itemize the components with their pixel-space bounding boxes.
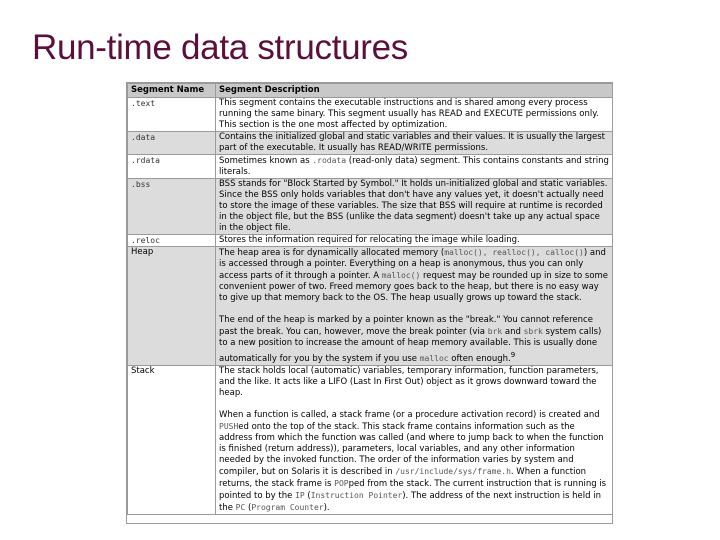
segment-desc-reloc: Stores the information required for relocating the image while loading. [216,235,613,247]
heap-footnote-marker: 9 [510,350,516,359]
stack-code-instruction-pointer: Instruction Pointer [310,490,403,500]
heap-code-brk: brk [487,327,503,336]
stack-text-3: ed onto the top of the stack. This stack frame contains information such as the address from which the function was called (and where to jump back to when the function is finished (return address)), parameters, local variables, and any other information needed by the invoked function. The order of the information varies by system and compiler, but on Solaris it is described in [219,421,604,477]
rdata-desc-part-1: Sometimes known as [219,156,313,166]
stack-code-ip: IP [295,490,305,500]
stack-text-8: ( [245,502,252,513]
segment-desc-heap [216,247,613,366]
stack-code-pop: POP [334,478,349,488]
rdata-code-rodata: .rodata [312,156,347,165]
stack-text-4: . When a function returns, the stack frame is [219,466,587,489]
heap-text-1: The heap area is for dynamically allocated memory ( [219,248,445,258]
segment-name-reloc: .reloc [128,235,216,247]
table-row-text [128,98,613,132]
table-header-row [128,84,613,98]
rdata-desc-part-2: (read-only data) segment. This contains constants and string literals. [219,156,609,177]
heap-text-3: request may be rounded up in size to some convenient power of two. Freed memory goes back to the heap, but there is no easy way to give up that memory back to the OS. The heap usually grows up toward the stack. [219,271,609,303]
stack-text-5: ped from the stack. The current instruction that is running is pointed to by the [219,478,607,501]
heap-text-6: system calls) to a new position to increase the amount of heap memory available. This is usually done automatically for you by the system if you use [219,327,602,364]
heap-text-5: and [502,327,524,337]
segment-desc-bss: BSS stands for "Block Started by Symbol." It holds un-initialized global and static variables. Since the BSS only holds variables that don't have any values yet, it doesn't actually need to store the image of these variables. The size that BSS will require at runtime is recorded in the object file, but the BSS (unlike the data segment) doesn't take up any actual space in the object file. [216,179,613,235]
stack-code-push: PUSH [219,421,239,431]
segment-name-stack: Stack [128,365,216,514]
stack-text-9: ). [323,502,330,513]
table-row-rdata [128,155,613,179]
stack-text-7: ). The address of the next instruction is held in the [219,490,601,513]
heap-code-sbrk: sbrk [523,327,543,336]
heap-code-malloc-2: malloc [419,353,449,363]
segment-desc-text: This segment contains the executable instructions and is shared among every process running the same binary. This segment usually has READ and EXECUTE permissions only. This section is the one most affected by optimization. [216,98,613,132]
segment-name-bss: .bss [128,179,216,235]
table-row-heap [128,247,613,366]
table-row-data [128,132,613,155]
table-row-reloc [128,235,613,247]
table-row-bss [128,179,613,235]
stack-code-program-counter: Program Counter [251,502,324,512]
heap-text-4: The end of the heap is marked by a pointer known as the "break." You cannot reference past the break. You can, however, move the break pointer (via [219,315,593,337]
heap-paragraph-1 [219,247,609,304]
segment-name-data: .data [128,132,216,155]
stack-paragraph-1: The stack holds local (automatic) variables, temporary information, function parameters, and the like. It acts like a LIFO (Last In First Out) object as it grows downward toward the heap. [219,365,599,398]
heap-code-malloc: malloc() [381,271,421,280]
header-segment-description: Segment Description [216,84,613,98]
segment-desc-stack [216,365,613,514]
heap-code-alloc-functions: malloc(), realloc(), calloc() [444,248,584,257]
stack-text-2: When a function is called, a stack frame (or a procedure activation record) is created and [219,409,600,420]
slide-title: Run-time data structures [32,28,409,67]
table-row-stack [128,365,613,514]
stack-text-6: ( [304,490,311,501]
segment-name-rdata: .rdata [128,155,216,179]
stack-code-pc: PC [235,502,246,512]
heap-text-7: often enough. [448,353,511,364]
stack-code-frame-h: /usr/include/sys/frame.h [395,466,511,476]
segment-desc-data: Contains the initialized global and static variables and their values. It is usually the largest part of the executable. It usually has READ/WRITE permissions. [216,132,613,155]
segment-table [126,82,613,524]
segment-desc-rdata [216,155,613,179]
header-segment-name: Segment Name [128,84,216,98]
segment-name-heap: Heap [128,247,216,366]
heap-paragraph-2 [219,315,609,365]
heap-text-2: ) and is accessed through a pointer. Everything on a heap is anonymous, thus you can only access parts of it through a pointer. A [219,248,606,281]
stack-paragraph-2 [219,410,609,514]
segment-name-text: .text [128,98,216,132]
